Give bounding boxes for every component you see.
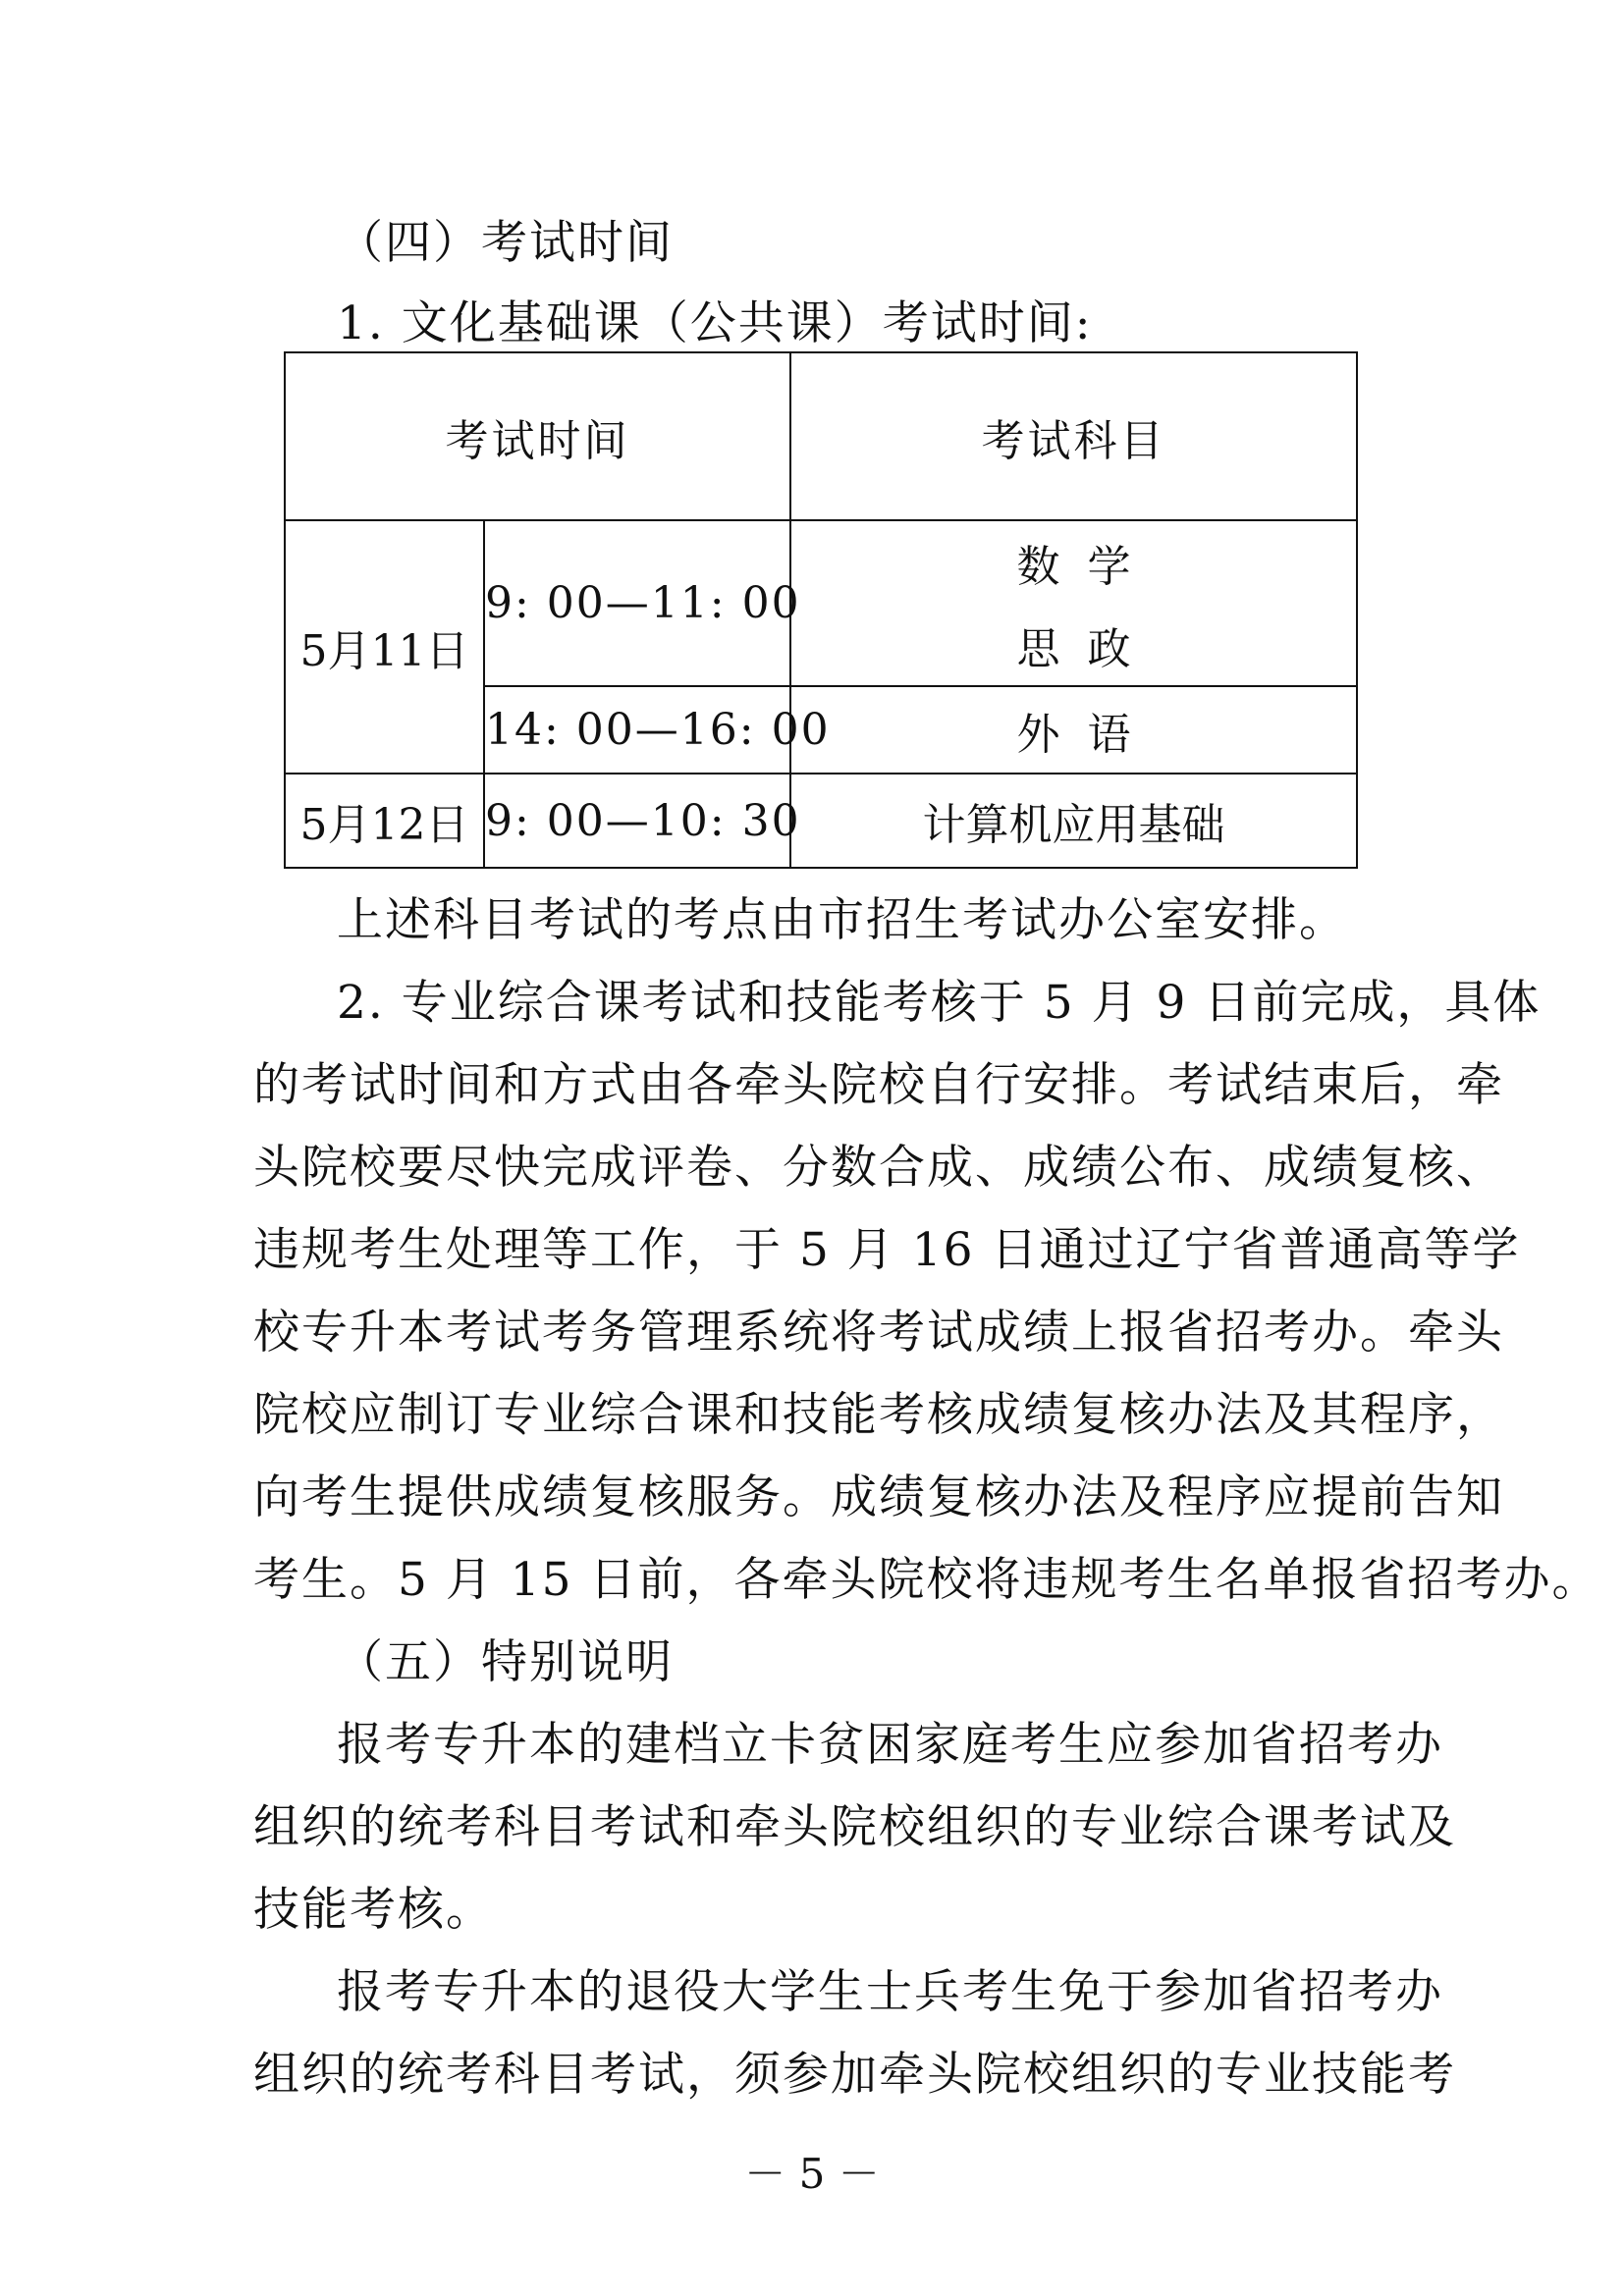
special-note-line: 组织的统考科目考试和牵头院校组织的专业综合课考试及 [253,1800,1456,1854]
section-four-heading: （四）考试时间 [337,216,674,270]
date-cell: 5月11日 [285,520,484,774]
item-2-line: 2. 专业综合课考试和技能考核于 5 月 9 日前完成，具体 [337,976,1542,1030]
subject-cell [790,686,1357,774]
after-table-paragraph: 上述科目考试的考点由市招生考试办公室安排。 [337,893,1347,947]
table-header-row [285,352,1357,520]
section-five-heading: （五）特别说明 [337,1635,674,1689]
time-cell: 9: 00—10: 30 [484,774,790,868]
time-cell: 9: 00—11: 00 [484,520,790,686]
subject-name: 数学 [1016,541,1159,592]
item-2-line: 违规考生处理等工作，于 5 月 16 日通过辽宁省普通高等学 [253,1223,1521,1277]
special-note-line: 组织的统考科目考试，须参加牵头院校组织的专业技能考 [253,2048,1456,2102]
item-2-line: 头院校要尽快完成评卷、分数合成、成绩公布、成绩复核、 [253,1141,1504,1195]
exam-schedule-table [284,351,1358,869]
subject-name: 思政 [1016,623,1159,674]
table-row [285,520,1357,686]
item-2-line: 院校应制订专业综合课和技能考核成绩复核办法及其程序， [253,1388,1504,1442]
special-note-line: 技能考核。 [253,1883,494,1937]
subject-cell [790,520,1357,686]
header-time-cell: 考试时间 [285,352,790,520]
table-row [285,774,1357,868]
subject-name: 外语 [1016,709,1159,760]
special-note-line: 报考专升本的建档立卡贫困家庭考生应参加省招考办 [337,1718,1443,1772]
page-number: － 5 － [744,2150,880,2198]
item-2-line: 校专升本考试考务管理系统将考试成绩上报省招考办。牵头 [253,1306,1504,1360]
special-note-line: 报考专升本的退役大学生士兵考生免于参加省招考办 [337,1965,1443,2019]
header-subject-cell: 考试科目 [790,352,1357,520]
subject-cell: 计算机应用基础 [790,774,1357,868]
item-2-line: 考生。5 月 15 日前，各牵头院校将违规考生名单报省招考办。 [253,1553,1600,1607]
item-2-line: 向考生提供成绩复核服务。成绩复核办法及程序应提前告知 [253,1470,1504,1524]
time-cell: 14: 00—16: 00 [484,686,790,774]
item-2-line: 的考试时间和方式由各牵头院校自行安排。考试结束后，牵 [253,1058,1504,1112]
date-cell: 5月12日 [285,774,484,868]
item-1-label: 1. 文化基础课（公共课）考试时间: [337,296,1093,350]
